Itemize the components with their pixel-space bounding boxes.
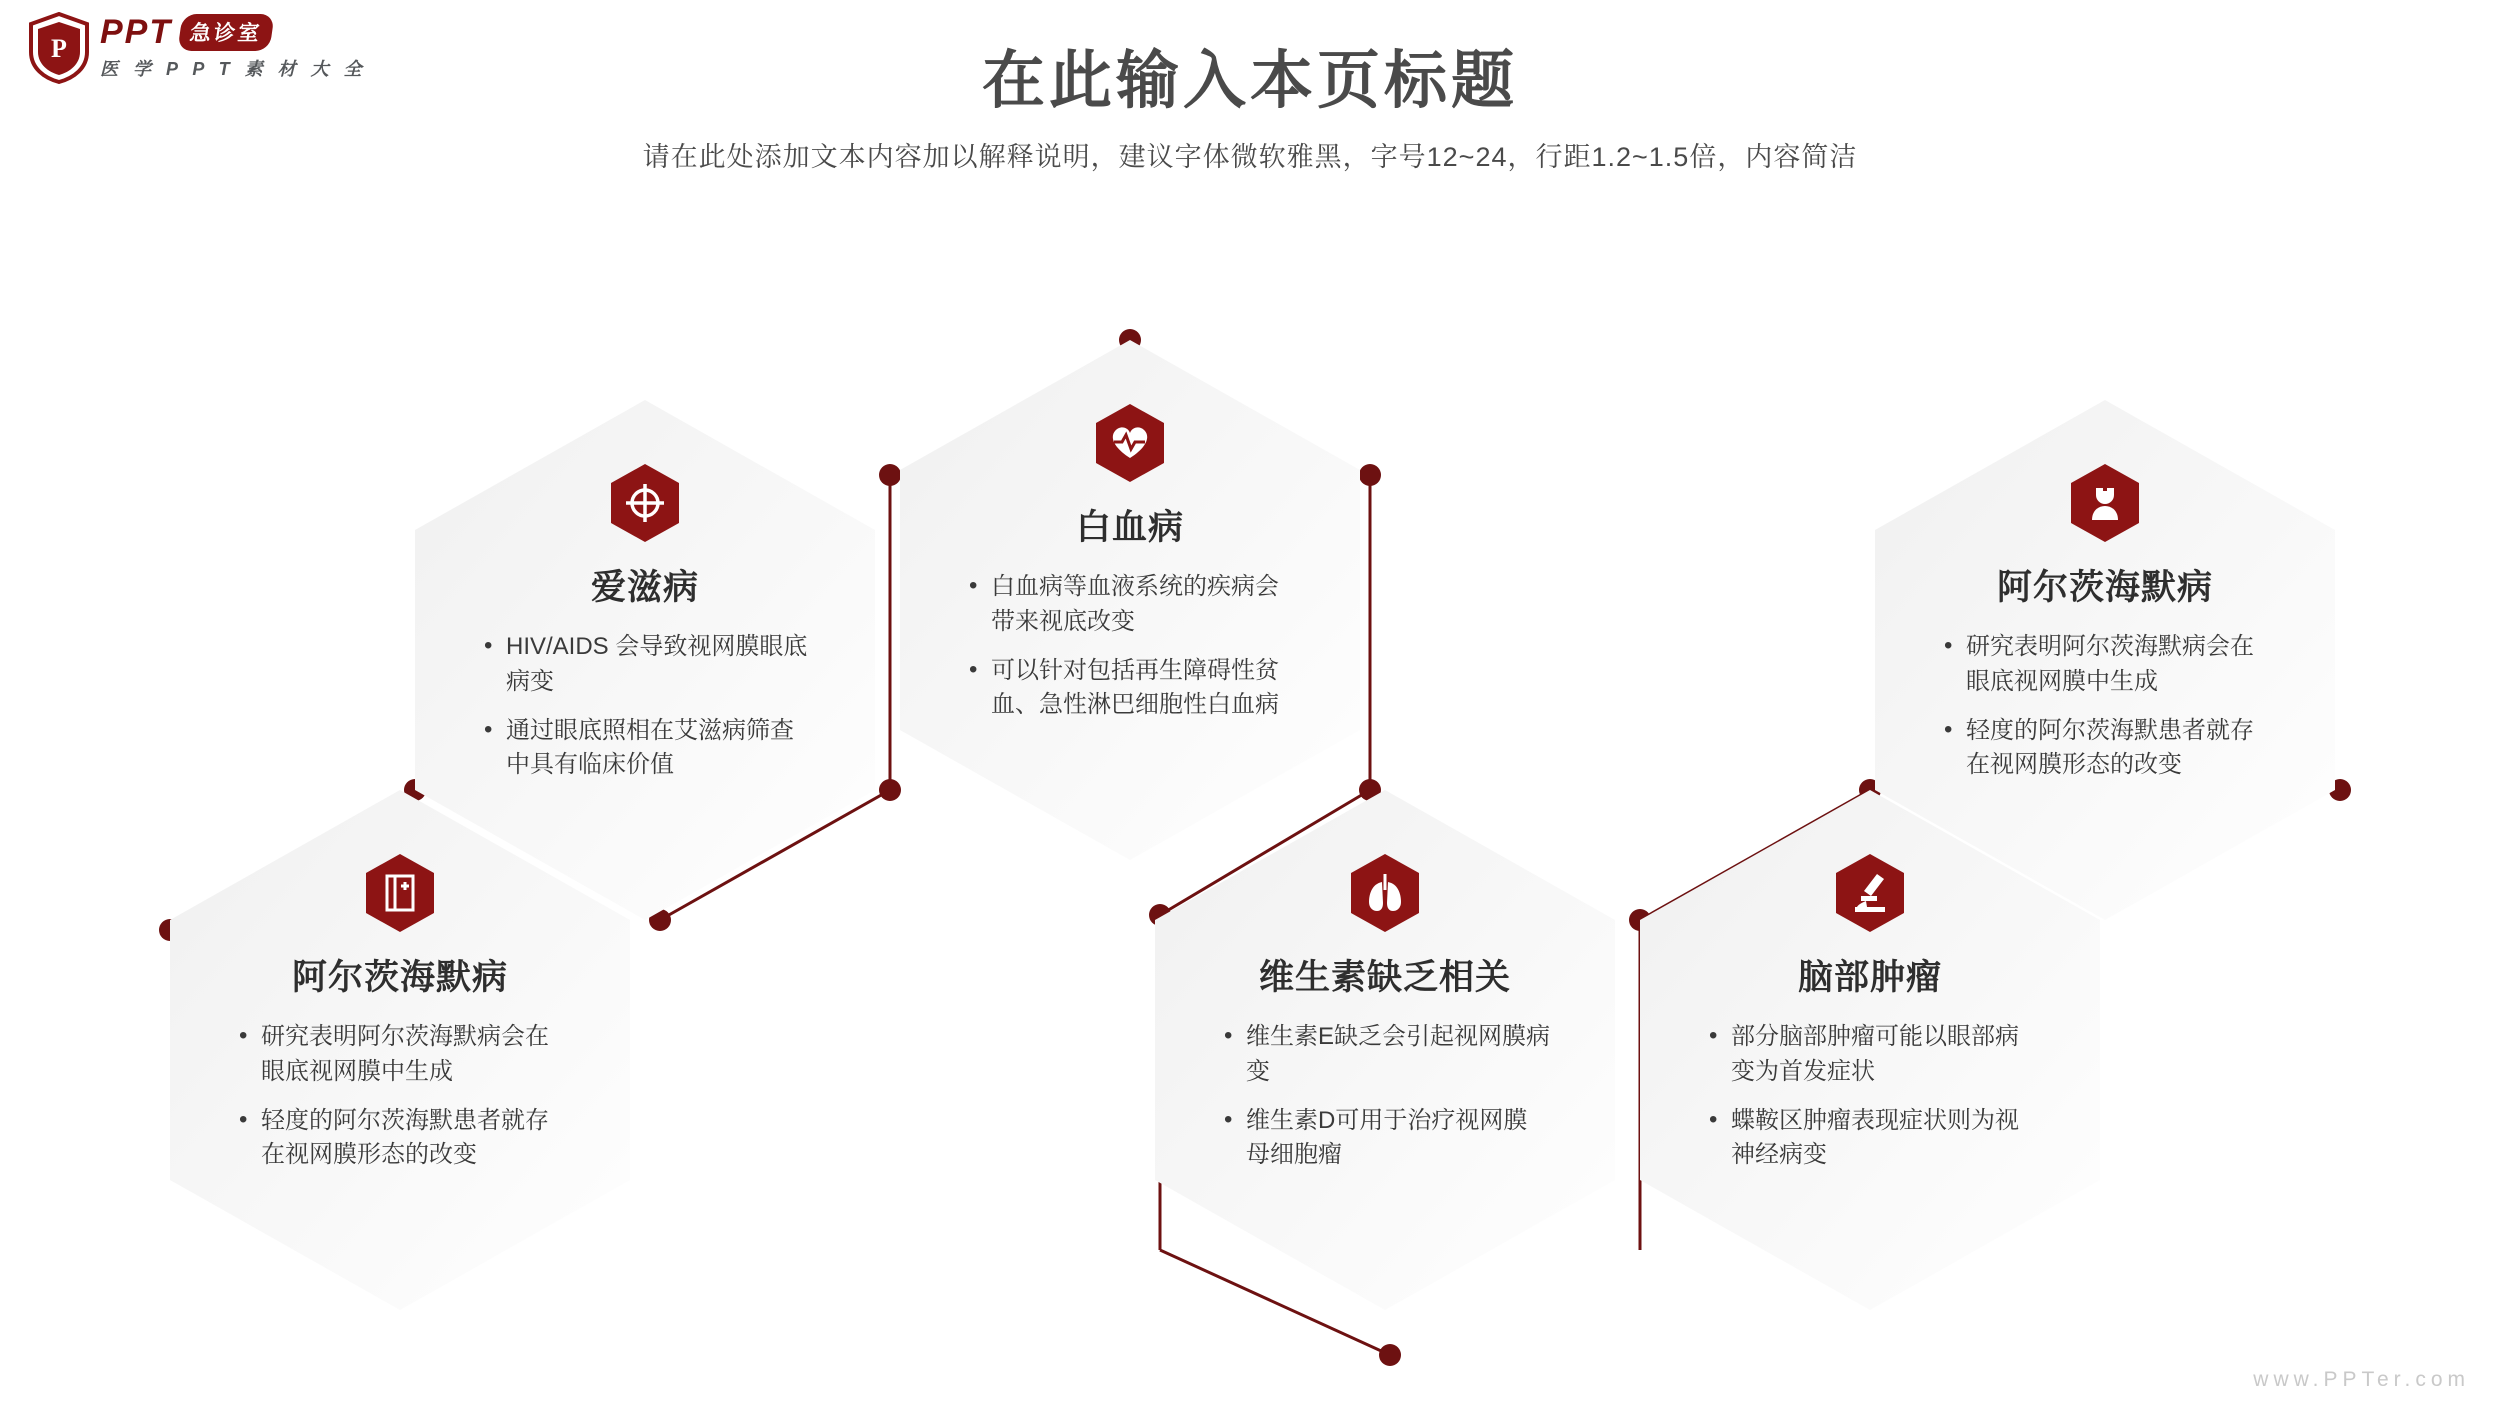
list-item: • 白血病等血液系统的疾病会带来视底改变 [965, 570, 1295, 640]
watermark: www.PPTer.com [2253, 1368, 2470, 1391]
hex-card-brain-tumor[interactable] [1640, 790, 2100, 1310]
lungs-icon [1348, 852, 1422, 934]
list-item: • 可以针对包括再生障碍性贫血、急性淋巴细胞性白血病 [965, 654, 1295, 724]
list-item: • 蝶鞍区肿瘤表现症状则为视神经病变 [1705, 1104, 2035, 1174]
list-item: • 轻度的阿尔茨海默患者就存在视网膜形态的改变 [235, 1104, 565, 1174]
card-bullet-list [1940, 630, 2270, 797]
list-item: • 部分脑部肿瘤可能以眼部病变为首发症状 [1705, 1020, 2035, 1090]
svg-text:P: P [51, 34, 67, 63]
hex-card-vitamin[interactable] [1155, 790, 1615, 1310]
list-item: • HIV/AIDS 会导致视网膜眼底病变 [480, 630, 810, 700]
logo-tagline: 医 学 P P T 素 材 大 全 [100, 59, 367, 79]
microscope-icon [1833, 852, 1907, 934]
card-bullet-list [1705, 1020, 2035, 1187]
card-bullet-list [480, 630, 810, 797]
doctor-icon [2068, 462, 2142, 544]
list-item: • 轻度的阿尔茨海默患者就存在视网膜形态的改变 [1940, 714, 2270, 784]
card-title: 阿尔茨海默病 [291, 958, 508, 997]
card-title: 脑部肿瘤 [1797, 958, 1942, 997]
card-bullet-list [1220, 1020, 1550, 1187]
list-item: • 通过眼底照相在艾滋病筛查中具有临床价值 [480, 714, 810, 784]
page-subtitle: 请在此处添加文本内容加以解释说明，建议字体微软雅黑，字号12~24，行距1.2~1.5倍，内容简洁 [642, 142, 1858, 172]
crosshair-icon [608, 462, 682, 544]
hex-card-leukemia[interactable] [900, 340, 1360, 860]
heartbeat-icon [1093, 402, 1167, 484]
card-bullet-list [965, 570, 1295, 737]
logo-badge: 急诊室 [178, 14, 275, 51]
card-title: 白血病 [1075, 508, 1184, 547]
book-icon [363, 852, 437, 934]
list-item: • 维生素E缺乏会引起视网膜病变 [1220, 1020, 1550, 1090]
logo-ppt-text: PPT [100, 12, 173, 51]
list-item: • 研究表明阿尔茨海默病会在眼底视网膜中生成 [235, 1020, 565, 1090]
card-title: 阿尔茨海默病 [1996, 568, 2213, 607]
list-item: • 研究表明阿尔茨海默病会在眼底视网膜中生成 [1940, 630, 2270, 700]
list-item: • 维生素D可用于治疗视网膜母细胞瘤 [1220, 1104, 1550, 1174]
card-title: 维生素缺乏相关 [1258, 958, 1511, 997]
page-title: 在此输入本页标题 [982, 46, 1518, 116]
card-title: 爱滋病 [590, 568, 699, 607]
card-bullet-list [235, 1020, 565, 1187]
hex-card-alzheimer-left[interactable] [170, 790, 630, 1310]
